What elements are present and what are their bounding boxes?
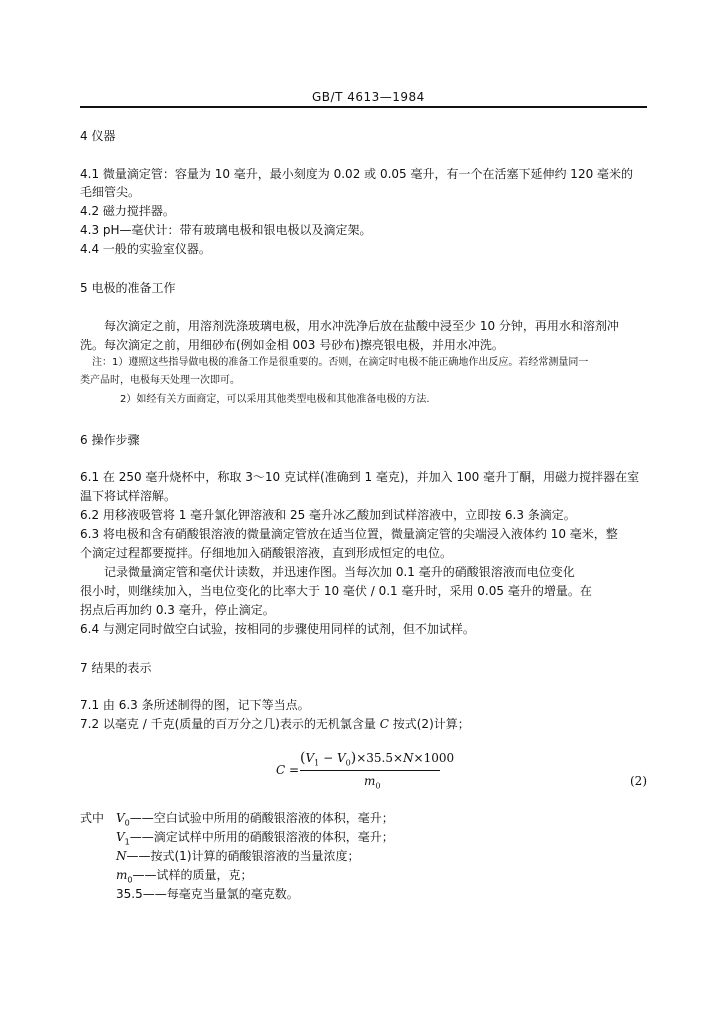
item-4-2: 4.2 磁力搅拌器。 [80, 204, 175, 218]
definition-m0-symbol: m [116, 868, 128, 882]
formula-number: (2) [630, 774, 647, 788]
definition-v1-symbol: V [116, 830, 125, 844]
where-label: 式中 [80, 811, 105, 825]
definition-v1-text: ——滴定试样中所用的硝酸银溶液的体积，毫升； [129, 830, 394, 844]
numerator-v1: V [305, 751, 315, 765]
numerator-minus: − [323, 751, 334, 765]
para-5-line2: 洗。每次滴定之前，用细砂布(例如金相 003 号砂布)擦亮银电极，并用水冲洗。 [80, 338, 504, 352]
item-7-1: 7.1 由 6.3 条所述制得的图，记下等当点。 [80, 698, 310, 712]
definition-v0-sub: 0 [124, 818, 130, 828]
section-7-title: 7 结果的表示 [80, 661, 152, 675]
item-4-1-line1: 4.1 微量滴定管：容量为 10 毫升，最小刻度为 0.02 或 0.05 毫升，有一个在活塞下延伸约 120 毫米的 [80, 167, 634, 181]
section-6-title: 6 操作步骤 [80, 433, 140, 447]
definition-m0-text: ——试样的质量，克； [132, 868, 253, 882]
formula-numerator [300, 750, 454, 767]
para-6-3-line1: 记录微量滴定管和毫伏计读数，并迅速作图。当每次加 0.1 毫升的硝酸银溶液而电位变化 [104, 565, 575, 579]
numerator-factor: ×35.5× [356, 751, 404, 765]
numerator-tail: ×1000 [413, 751, 455, 765]
item-4-4: 4.4 一般的实验室仪器。 [80, 242, 211, 256]
definition-35-5-symbol: 35.5 [116, 887, 143, 901]
numerator-close-paren: ) [350, 750, 357, 766]
item-6-1-line2: 温下将试样溶解。 [80, 489, 177, 503]
numerator-v0-sub: 0 [345, 758, 351, 768]
item-7-2-variable: C [379, 717, 389, 731]
item-6-1-line1: 6.1 在 250 毫升烧杯中，称取 3～10 克试样(准确到 1 毫克)，并加入 100 毫升丁酮，用磁力搅拌器在室 [80, 470, 640, 484]
item-7-2-text: 7.2 以毫克 / 千克(质量的百万分之几)表示的无机氯含量 [80, 717, 380, 731]
item-7-2-tail: 按式(2)计算； [388, 717, 470, 731]
para-6-3-line3: 拐点后再加约 0.3 毫升，停止滴定。 [80, 603, 275, 617]
item-4-1-line2: 毛细管尖。 [80, 185, 141, 199]
definition-35-5 [116, 886, 299, 902]
definition-35-5-text: ——每毫克当量氯的毫克数。 [142, 887, 299, 901]
para-5-line1: 每次滴定之前，用溶剂洗涤玻璃电极，用水冲洗净后放在盐酸中浸至少 10 分钟，再用水和溶剂冲 [104, 319, 619, 333]
section-4-title: 4 仪器 [80, 129, 116, 143]
denominator-m: m [364, 774, 376, 788]
note-1-line1: 注：1）遵照这些指导做电极的准备工作是很重要的。否则，在滴定时电极不能正确地作出反应。若经常测量同一 [92, 357, 589, 368]
header-rule [80, 106, 647, 108]
definition-m0-sub: 0 [127, 875, 133, 885]
definition-n-symbol: N [116, 849, 127, 863]
numerator-open-paren: ( [300, 750, 306, 766]
definition-n [116, 848, 360, 864]
item-6-2: 6.2 用移液吸管将 1 毫升氯化钾溶液和 25 毫升冰乙酸加到试样溶液中，立即按 6.3 条滴定。 [80, 508, 576, 522]
note-2: 2）如经有关方面商定，可以采用其他类型电极和其他准备电极的方法. [120, 394, 430, 405]
formula-lhs: C [276, 763, 286, 777]
definition-n-text: ——按式(1)计算的硝酸银溶液的当量浓度； [126, 849, 360, 863]
section-5-title: 5 电极的准备工作 [80, 281, 176, 295]
denominator-sub: 0 [375, 781, 381, 791]
item-4-3: 4.3 pH—毫伏计：带有玻璃电极和银电极以及滴定架。 [80, 223, 372, 237]
numerator-v1-sub: 1 [314, 758, 320, 768]
definition-v0-symbol: V [116, 811, 125, 825]
item-6-3-line1: 6.3 将电极和含有硝酸银溶液的微量滴定管放在适当位置，微量滴定管的尖端浸入液体约 10 毫米，整 [80, 527, 618, 541]
definition-v0-text: ——空白试验中所用的硝酸银溶液的体积，毫升； [129, 811, 394, 825]
note-1-line2: 类产品时，电极每天处理一次即可。 [80, 375, 240, 386]
para-6-3-line2: 很小时，则继续加入，当电位变化的比率大于 10 毫伏 / 0.1 毫升时，采用 0.05 毫升的增量。在 [80, 584, 592, 598]
fraction-bar [300, 770, 440, 771]
item-6-4: 6.4 与测定同时做空白试验，按相同的步骤使用同样的试剂，但不加试样。 [80, 622, 475, 636]
item-7-2 [80, 716, 470, 732]
formula-denominator [364, 774, 380, 790]
formula-equals: = [289, 763, 300, 777]
definition-v1-sub: 1 [124, 837, 130, 847]
item-6-3-line2: 个滴定过程都要搅拌。仔细地加入硝酸银溶液，直到形成恒定的电位。 [80, 546, 453, 560]
numerator-v0: V [336, 751, 346, 765]
numerator-n: N [403, 751, 414, 765]
standard-number: GB/T 4613—1984 [312, 90, 425, 104]
